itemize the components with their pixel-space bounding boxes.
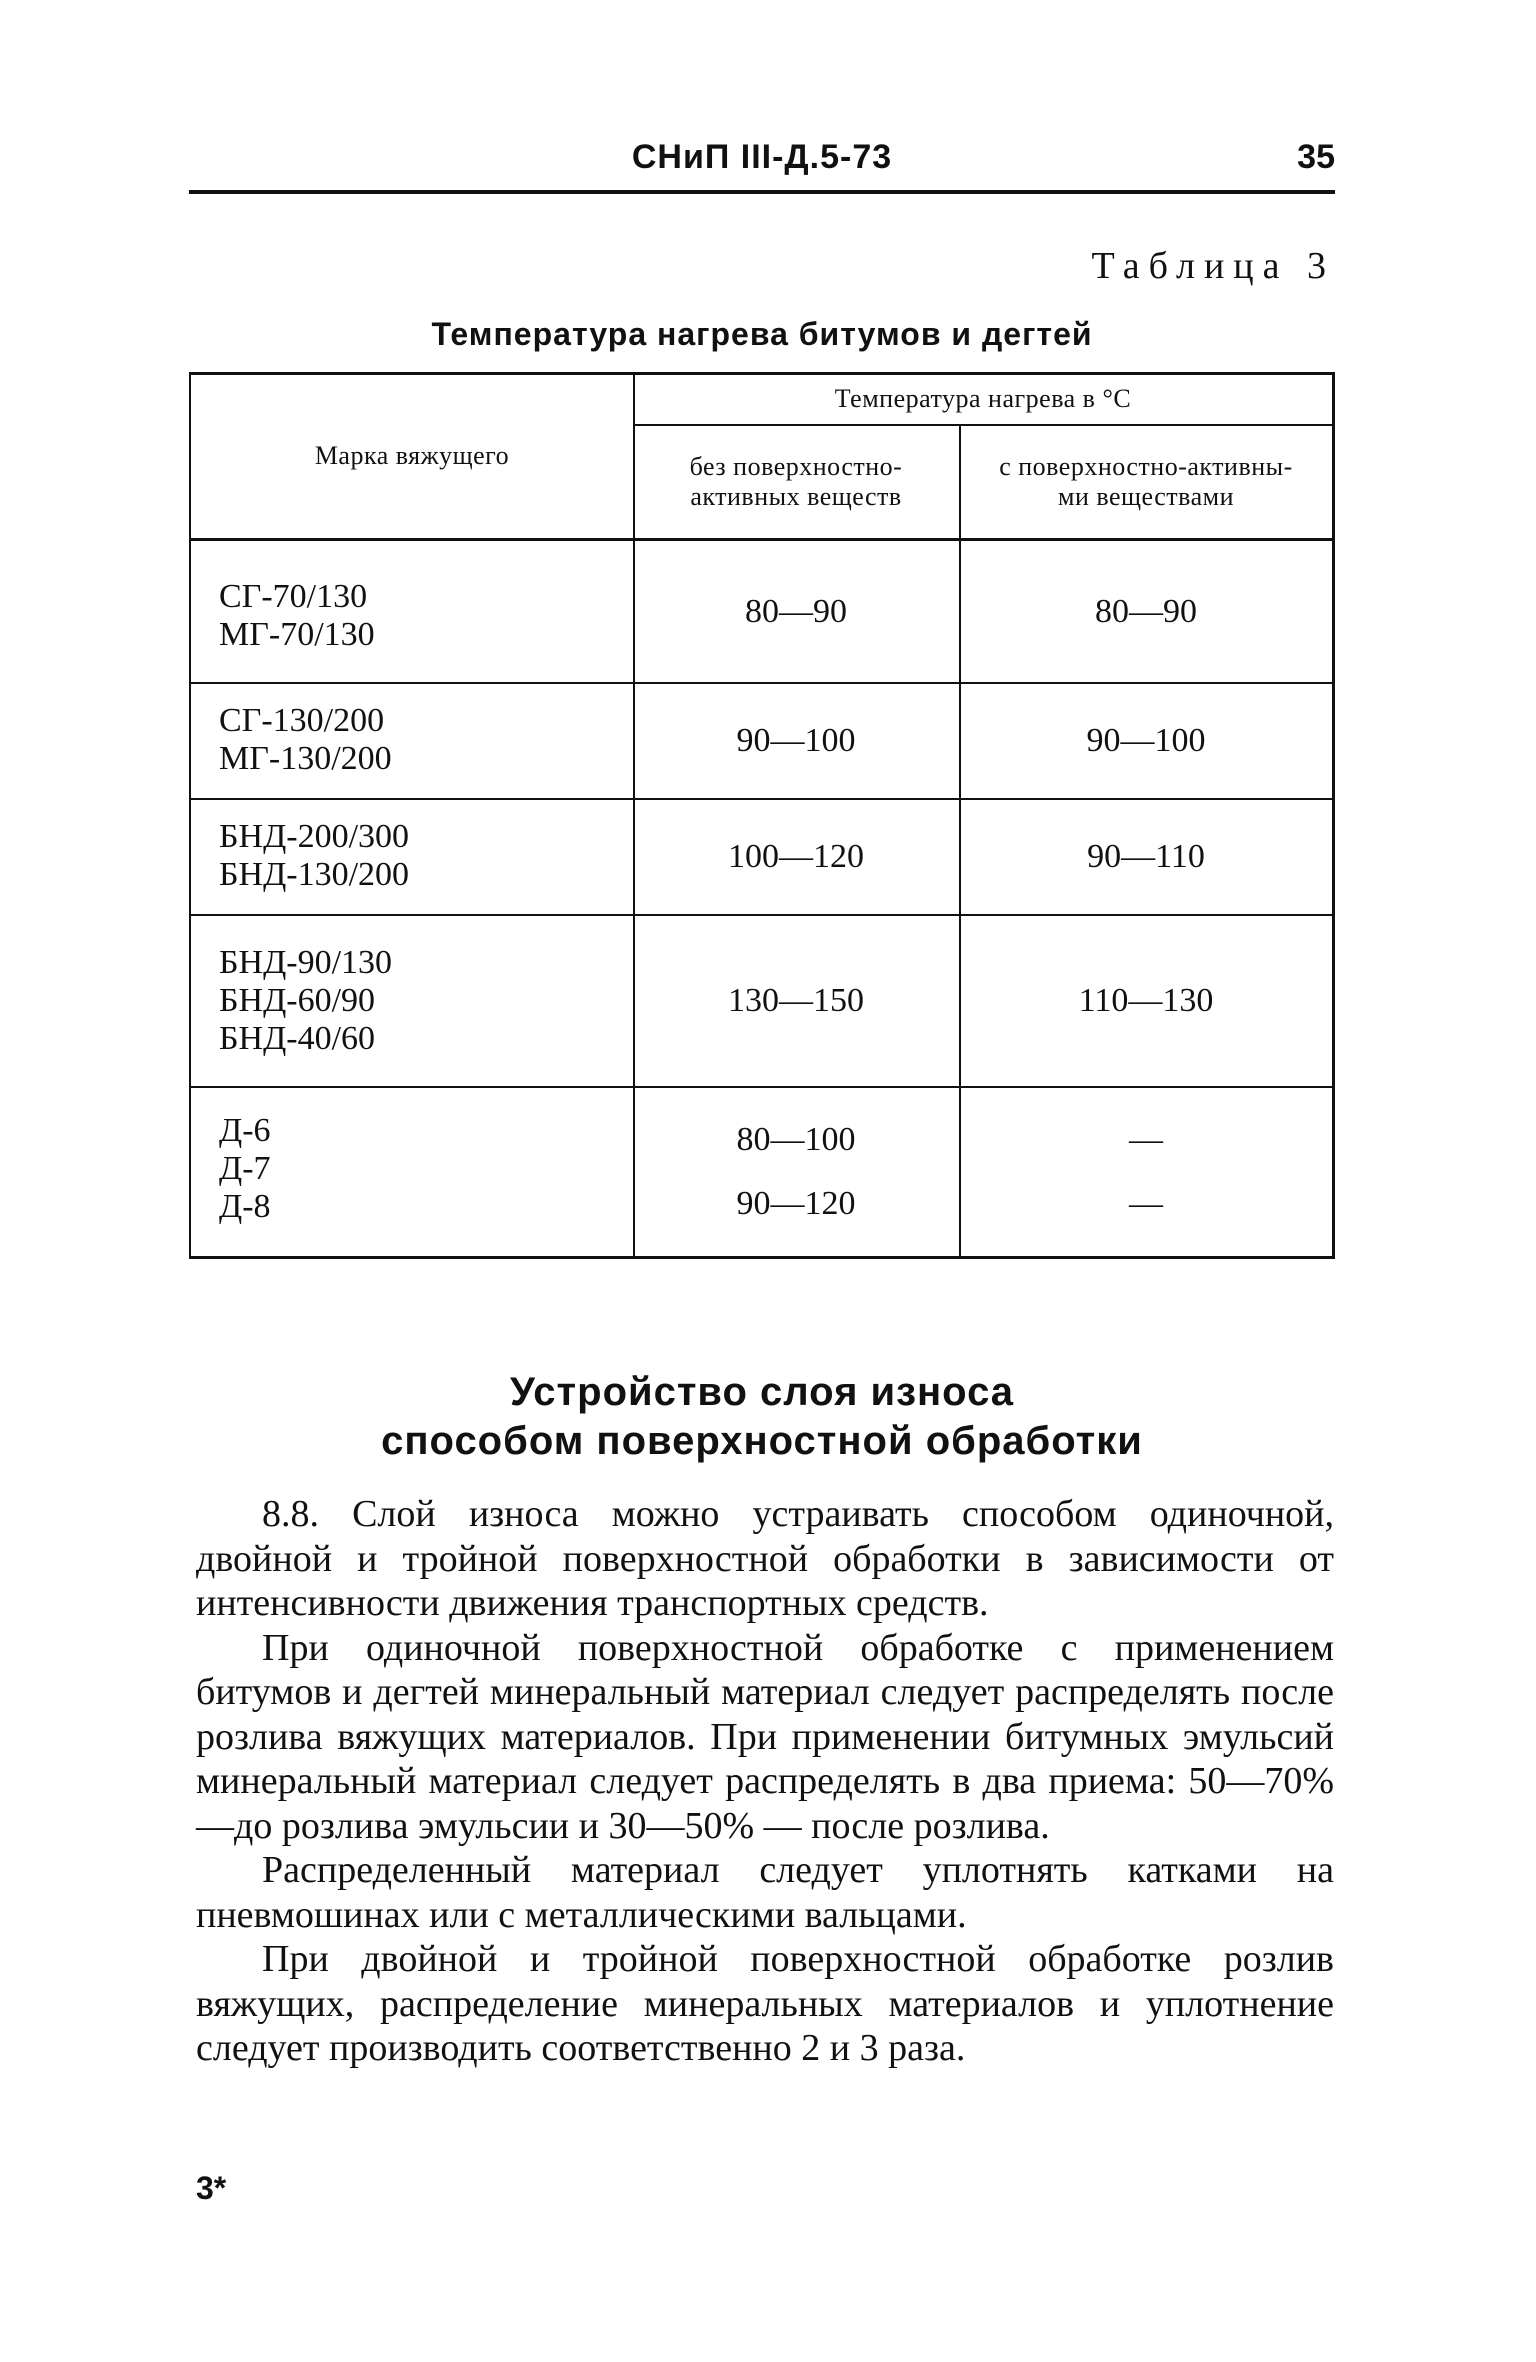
header-bottom-rule — [189, 538, 1335, 541]
temp-without-cell: 80—100 90—120 — [736, 1120, 856, 1223]
table-title: Температура нагрева битумов и дегтей — [431, 316, 1093, 352]
section-heading: Устройство слоя износа способом поверхностной обработки — [381, 1370, 1143, 1463]
table-label: Таблица 3 — [1091, 245, 1335, 287]
signature-mark: 3* — [196, 2170, 227, 2206]
grade-cell: Д-6 Д-7 Д-8 — [219, 1112, 271, 1226]
grade-cell: БНД-200/300 БНД-130/200 — [219, 818, 410, 894]
document-code: СНиП III-Д.5-73 — [631, 138, 893, 176]
temp-without-cell: 130—150 — [728, 982, 864, 1020]
table-right-border — [1332, 372, 1335, 1259]
header-rule — [189, 190, 1335, 194]
table-left-border — [189, 372, 191, 1259]
page-number: 35 — [1297, 138, 1335, 176]
temp-with-cell: 90—110 — [1087, 838, 1205, 876]
paragraph: Распределенный материал следует уплотнять катками на пневмошинах или с металлическими вальцами. — [196, 1849, 1334, 1936]
header-cell-with-surfactants: с поверхностно-активны- ми веществами — [999, 452, 1293, 511]
temp-without-cell: 100—120 — [728, 838, 864, 876]
grade-cell: СГ-130/200 МГ-130/200 — [219, 702, 392, 778]
grade-cell: БНД-90/130 БНД-60/90 БНД-40/60 — [219, 944, 393, 1058]
temp-with-cell: — — — [1129, 1120, 1163, 1223]
temp-without-cell: 90—100 — [736, 722, 856, 760]
temp-without-cell: 80—90 — [745, 593, 847, 631]
temp-with-cell: 80—90 — [1095, 593, 1197, 631]
heating-temperature-table — [189, 372, 1335, 1260]
paragraph: При двойной и тройной поверхностной обработке розлив вяжущих, распределение минеральных материалов и уплотнение следует производить соответственно 2 и 3 раза. — [196, 1938, 1334, 2069]
header-cell-without-surfactants: без поверхностно- активных веществ — [689, 452, 903, 511]
body-text — [196, 1492, 1334, 2071]
temp-with-cell: 90—100 — [1086, 722, 1206, 760]
table-top-rule — [189, 372, 1335, 375]
group-header-rule — [633, 424, 1335, 426]
paragraph: 8.8. Слой износа можно устраивать способом одиночной, двойной и тройной поверхностной обработки в зависимости от интенсивности движения транспортных средств. — [196, 1493, 1334, 1624]
paragraph: При одиночной поверхностной обработке с применением битумов и дегтей минеральный материал следует распределять после розлива вяжущих материалов. При применении битумных эмульсий минеральный материал следует распределять в два приема: 50—70% —до розлива эмульсии и 30—50% — после розлива. — [196, 1626, 1334, 1847]
grade-cell: СГ-70/130 МГ-70/130 — [219, 578, 375, 654]
table-bottom-rule — [189, 1256, 1335, 1259]
temp-with-cell: 110—130 — [1078, 982, 1214, 1020]
page-header — [189, 132, 1335, 192]
header-cell-temperature-group: Температура нагрева в °С — [834, 384, 1132, 414]
header-cell-binder: Марка вяжущего — [314, 441, 510, 471]
